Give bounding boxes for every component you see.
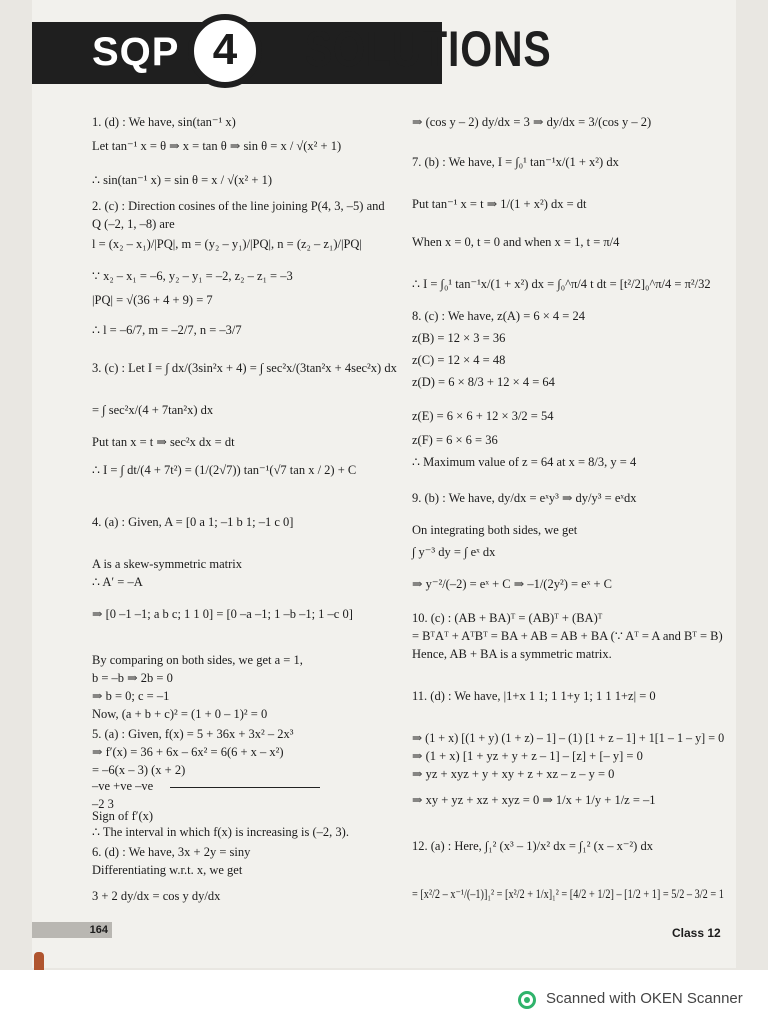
solution-line: z(F) = 6 × 6 = 36 <box>412 433 498 447</box>
solution-line: 12. (a) : Here, ∫₁² (x³ – 1)/x² dx = ∫₁² (x – x⁻²) dx <box>412 839 653 853</box>
solution-line: ∵ x₂ – x₁ = –6, y₂ – y₁ = –2, z₂ – z₁ = –3 <box>92 269 293 283</box>
solution-line: ∫ y⁻³ dy = ∫ eˣ dx <box>412 545 496 559</box>
solution-line: 6. (d) : We have, 3x + 2y = siny <box>92 845 251 859</box>
solution-line: When x = 0, t = 0 and when x = 1, t = π/4 <box>412 235 620 249</box>
solution-line: z(B) = 12 × 3 = 36 <box>412 331 506 345</box>
solution-line: Hence, AB + BA is a symmetric matrix. <box>412 647 612 661</box>
solution-line: ∴ A′ = –A <box>92 575 143 589</box>
solution-line: Sign of f′(x) <box>92 809 154 823</box>
solution-line: 9. (b) : We have, dy/dx = eˣy³ ⇒ dy/y³ = eˣdx <box>412 491 637 505</box>
sign-chart-axis <box>170 787 320 788</box>
solution-line: Now, (a + b + c)² = (1 + 0 – 1)² = 0 <box>92 707 268 721</box>
solution-line: Let tan⁻¹ x = θ ⇒ x = tan θ ⇒ sin θ = x / √(x² + 1) <box>92 139 342 153</box>
solution-line: 10. (c) : (AB + BA)ᵀ = (AB)ᵀ + (BA)ᵀ <box>412 611 603 625</box>
header-number: 4 <box>188 14 262 88</box>
solution-line: ⇒ f′(x) = 36 + 6x – 6x² = 6(6 + x – x²) <box>92 745 284 759</box>
solution-line: 3 + 2 dy/dx = cos y dy/dx <box>92 889 221 903</box>
solution-line: ⇒ (cos y – 2) dy/dx = 3 ⇒ dy/dx = 3/(cos y – 2) <box>412 115 652 129</box>
solution-line: = BᵀAᵀ + AᵀBᵀ = BA + AB = AB + BA (∵ Aᵀ = A and Bᵀ = B) <box>412 629 723 643</box>
solution-line: z(D) = 6 × 8/3 + 12 × 4 = 64 <box>412 375 555 389</box>
solution-line: ∴ sin(tan⁻¹ x) = sin θ = x / √(x² + 1) <box>92 173 272 187</box>
solution-line: z(C) = 12 × 4 = 48 <box>412 353 506 367</box>
solution-line: A is a skew-symmetric matrix <box>92 557 242 571</box>
solution-line: Put tan⁻¹ x = t ⇒ 1/(1 + x²) dx = dt <box>412 197 587 211</box>
solution-line: On integrating both sides, we get <box>412 523 578 537</box>
scanner-footer-text: Scanned with OKEN Scanner <box>546 990 743 1007</box>
solution-line: 4. (a) : Given, A = [0 a 1; –1 b 1; –1 c 0] <box>92 515 294 529</box>
solution-line: 1. (d) : We have, sin(tan⁻¹ x) <box>92 115 236 129</box>
solution-line: Differentiating w.r.t. x, we get <box>92 863 243 877</box>
solution-line: |PQ| = √(36 + 4 + 9) = 7 <box>92 293 213 307</box>
solution-line: ∴ The interval in which f(x) is increasing is (–2, 3). <box>92 825 349 839</box>
solution-line: 7. (b) : We have, I = ∫₀¹ tan⁻¹x/(1 + x²) dx <box>412 155 619 169</box>
class-label: Class 12 <box>672 926 721 940</box>
solution-line: ∴ I = ∫ dt/(4 + 7t²) = (1/(2√7)) tan⁻¹(√7 tan x / 2) + C <box>92 463 357 477</box>
solution-line: Put tan x = t ⇒ sec²x dx = dt <box>92 435 235 449</box>
solution-line: ∴ I = ∫₀¹ tan⁻¹x/(1 + x²) dx = ∫₀^π/4 t dt = [t²/2]₀^π/4 = π²/32 <box>412 277 711 291</box>
solution-line: 8. (c) : We have, z(A) = 6 × 4 = 24 <box>412 309 585 323</box>
header-title: SOLUTIONS <box>305 21 552 77</box>
solution-line: ⇒ b = 0; c = –1 <box>92 689 170 703</box>
solution-line: 2. (c) : Direction cosines of the line joining P(4, 3, –5) and <box>92 199 385 213</box>
solution-line: = –6(x – 3) (x + 2) <box>92 763 186 777</box>
header-prefix: SQP <box>92 30 180 74</box>
solution-line: l = (x₂ – x₁)/|PQ|, m = (y₂ – y₁)/|PQ|, n = (z₂ – z₁)/|PQ| <box>92 237 362 251</box>
solution-line: –ve +ve –ve <box>92 779 154 793</box>
solution-line: 3. (c) : Let I = ∫ dx/(3sin²x + 4) = ∫ sec²x/(3tan²x + 4sec²x) dx <box>92 361 397 375</box>
solution-line: ⇒ (1 + x) [1 + yz + y + z – 1] – [z] + [– y] = 0 <box>412 749 643 763</box>
solution-line: –2 3 <box>92 797 114 811</box>
solution-line: ⇒ xy + yz + xz + xyz = 0 ⇒ 1/x + 1/y + 1/z = –1 <box>412 793 656 807</box>
solution-line: ∴ l = –6/7, m = –2/7, n = –3/7 <box>92 323 242 337</box>
solution-line: ⇒ y⁻²/(–2) = eˣ + C ⇒ –1/(2y²) = eˣ + C <box>412 577 612 591</box>
solution-line: ⇒ (1 + x) [(1 + y) (1 + z) – 1] – (1) [1 + z – 1] + 1[1 – 1 – y] = 0 <box>412 731 725 745</box>
solution-line: ∴ Maximum value of z = 64 at x = 8/3, y = 4 <box>412 455 637 469</box>
solution-line: By comparing on both sides, we get a = 1, <box>92 653 303 667</box>
solution-line: = ∫ sec²x/(4 + 7tan²x) dx <box>92 403 214 417</box>
solution-line: Q (–2, 1, –8) are <box>92 217 175 231</box>
page-number: 164 <box>32 922 112 938</box>
solution-line: 5. (a) : Given, f(x) = 5 + 36x + 3x² – 2x³ <box>92 727 294 741</box>
solution-line: b = –b ⇒ 2b = 0 <box>92 671 173 685</box>
solution-line: z(E) = 6 × 6 + 12 × 3/2 = 54 <box>412 409 554 423</box>
solution-line: = [x²/2 – x⁻¹/(–1)]₁² = [x²/2 + 1/x]₁² = [4/2 + 1/2] – [1/2 + 1] = 5/2 – 3/2 = 1 <box>412 887 724 901</box>
solution-line: 11. (d) : We have, |1+x 1 1; 1 1+y 1; 1 1 1+z| = 0 <box>412 689 656 703</box>
solution-line: ⇒ [0 –1 –1; a b c; 1 1 0] = [0 –a –1; 1 –b –1; 1 –c 0] <box>92 607 353 621</box>
scanner-logo-icon <box>518 991 536 1009</box>
solution-line: ⇒ yz + xyz + y + xy + z + xz – z – y = 0 <box>412 767 615 781</box>
